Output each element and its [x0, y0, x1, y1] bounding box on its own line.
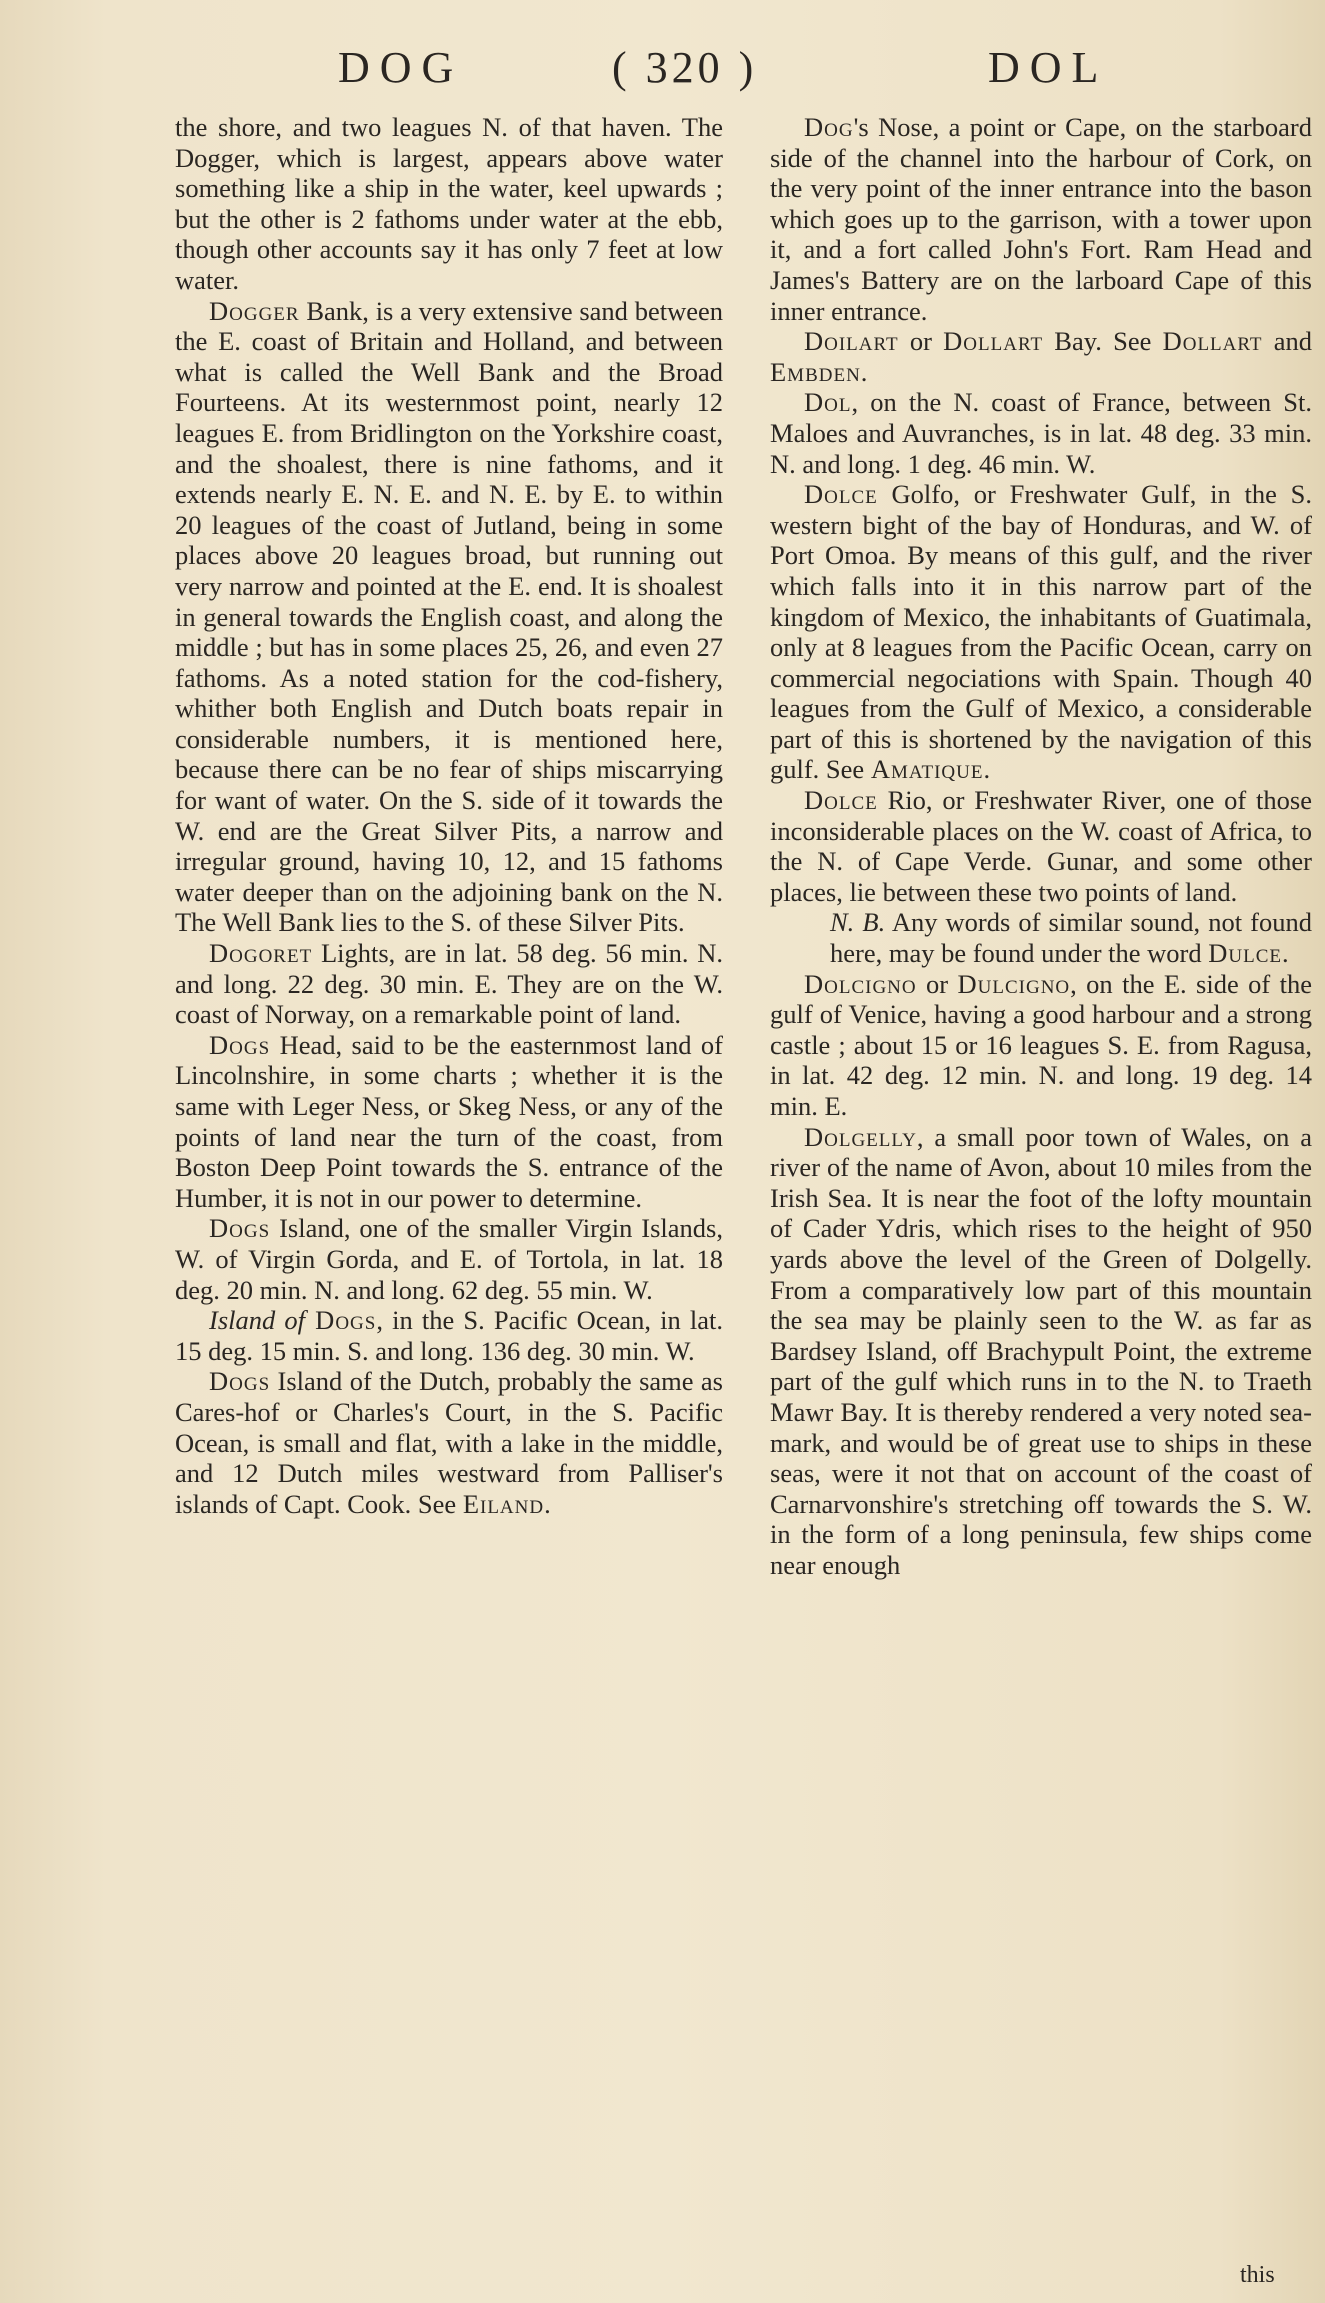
- page-number: ( 320 ): [612, 43, 758, 92]
- header-right: DOL: [988, 43, 1109, 92]
- entry-headword: Dolce: [804, 785, 878, 816]
- cross-reference: Embden.: [770, 356, 869, 387]
- cross-reference: Amatique.: [870, 754, 992, 785]
- entry-headword: Dogoret: [209, 938, 313, 969]
- cross-reference: Dulce.: [1208, 938, 1290, 969]
- entry-paragraph: the shore, and two leagues N. of that haven. The Dogger, which is largest, appears above water something like a ship in the water, keel upwards ; but the other is 2 fathoms under water at the ebb, though other accounts say it has only 7 feet at low water.: [175, 112, 723, 295]
- entry-dogger-bank: Dogger Bank, is a very extensive sand between the E. coast of Britain and Holland, and between what is called the Well Bank and the Broad Fourteens. At its westernmost point, nearly 12 leagues E. from Bridlington on the Yorkshire coast, and the shoalest, there is nine fathoms, and it extends nearly E. N. E. and N. E. by E. to within 20 leagues of the coast of Jutland, being in some places above 20 leagues broad, but running out very narrow and pointed at the E. end. It is shoalest in general towards the English coast, and along the middle ; but has in some places 25, 26, and even 27 fathoms. As a noted station for the cod-fishery, whither both English and Dutch boats repair in considerable numbers, it is mentioned here, because there can be no fear of ships miscarrying for want of water. On the S. side of it towards the W. end are the Great Silver Pits, a narrow and irregular ground, having 10, 12, and 15 fathoms water deeper than on the adjoining bank on the N. The Well Bank lies to the S. of these Silver Pits.: [175, 295, 723, 938]
- entry-headword: Dogs: [209, 1213, 271, 1244]
- cross-reference: Eiland.: [462, 1488, 552, 1519]
- entry-headword: Dogs: [209, 1366, 271, 1397]
- catchword: this: [1240, 2262, 1275, 2288]
- entry-dogs-nose: Dog's Nose, a point or Cape, on the starboard side of the channel into the harbour of Cork, on the very point of the inner entrance into the bason which goes up to the garrison, with a tower upon it, and a fort called John's Fort. Ram Head and James's Battery are on the larboard Cape of this inner entrance.: [770, 112, 1312, 326]
- header-left: DOG: [338, 43, 464, 92]
- running-header: [0, 42, 1325, 112]
- entry-headword: Dollart: [943, 326, 1044, 357]
- entry-headword: Dog: [804, 112, 854, 142]
- entry-dol: Dol, on the N. coast of France, between St. Maloes and Auvranches, is in lat. 48 deg. 33 min. N. and long. 1 deg. 46 min. W.: [770, 387, 1312, 479]
- entry-dogs-island: Dogs Island, one of the smaller Virgin Islands, W. of Virgin Gorda, and E. of Tortola, in lat. 18 deg. 20 min. N. and long. 62 deg. 55 min. W.: [175, 1213, 723, 1305]
- entry-doilart-bay: Doilart or Dollart Bay. See Dollart and Embden.: [770, 326, 1313, 387]
- entry-dolcigno: Dolcigno or Dulcigno, on the E. side of the gulf of Venice, having a good harbour and a strong castle ; about 15 or 16 leagues S. E. from Ragusa, in lat. 42 deg. 12 min. N. and long. 19 deg. 14 min. E.: [770, 968, 1312, 1121]
- entry-headword: Dogs: [209, 1029, 271, 1060]
- entry-headword: Dol: [804, 387, 852, 418]
- entry-headword: Dolcigno: [804, 968, 917, 999]
- entry-dogs-head: Dogs Head, said to be the easternmost land of Lincolnshire, in some charts ; whether it is the same with Leger Ness, or Skeg Ness, or any of the points of land near the turn of the coast, from Boston Deep Point towards the S. entrance of the Humber, it is not in our power to determine.: [175, 1029, 723, 1213]
- entry-dolce-rio: Dolce Rio, or Freshwater River, one of those inconsiderable places on the W. coast of Africa, to the N. of Cape Verde. Gunar, and some other places, lie between these two points of land.: [770, 785, 1312, 907]
- right-column: [770, 112, 1312, 1581]
- cross-reference: Dollart: [1162, 326, 1263, 357]
- entry-headword: Dolgelly: [804, 1121, 917, 1152]
- entry-italic: Island of: [209, 1305, 306, 1336]
- entry-headword: Dulcigno: [957, 968, 1071, 999]
- entry-headword: Dolce: [804, 479, 878, 510]
- entry-dolce-golfo: Dolce Golfo, or Freshwater Gulf, in the S. western bight of the bay of Honduras, and W. of Port Omoa. By means of this gulf, and the river which falls into it in this narrow part of the kingdom of Mexico, the inhabitants of Guatimala, only at 8 leagues from the Pacific Ocean, carry on commercial negociations with Spain. Though 40 leagues from the Gulf of Mexico, a considerable part of this is shortened by the navigation of this gulf. See Amatique.: [770, 479, 1312, 785]
- entry-headword: Dogger: [209, 295, 300, 326]
- entry-dogs-island-dutch: Dogs Island of the Dutch, probably the same as Cares-hof or Charles's Court, in the S. Pacific Ocean, is small and flat, with a lake in the middle, and 12 Dutch miles westward from Palliser's islands of Capt. Cook. See Eiland.: [175, 1366, 723, 1519]
- entry-island-of-dogs: Island of Dogs, in the S. Pacific Ocean, in lat. 15 deg. 15 min. S. and long. 136 deg. 30 min. W.: [175, 1305, 723, 1366]
- entry-headword: Dogs: [305, 1305, 377, 1336]
- entry-dolgelly: Dolgelly, a small poor town of Wales, on a river of the name of Avon, about 10 miles from the Irish Sea. It is near the foot of the lofty mountain of Cader Ydris, which rises to the height of 950 yards above the level of the Green of Dolgelly. From a comparatively low part of this mountain the sea may be plainly seen to the W. as far as Bardsey Island, off Brachypult Point, the extreme part of the gulf which runs in to the N. to Traeth Mawr Bay. It is thereby rendered a very noted sea-mark, and would be of great use to ships in these seas, were it not that on account of the coast of Carnarvonshire's stretching off towards the S. W. in the form of a long peninsula, few ships come near enough: [770, 1121, 1312, 1580]
- entry-italic: N. B.: [830, 907, 886, 938]
- entry-dogoret-lights: Dogoret Lights, are in lat. 58 deg. 56 min. N. and long. 22 deg. 30 min. E. They are on the W. coast of Norway, on a remarkable point of land.: [175, 938, 723, 1030]
- left-column: [175, 112, 723, 1519]
- entry-headword: Doilart: [804, 326, 899, 357]
- nota-bene: N. B. Any words of similar sound, not found here, may be found under the word Dulce.: [830, 907, 1312, 969]
